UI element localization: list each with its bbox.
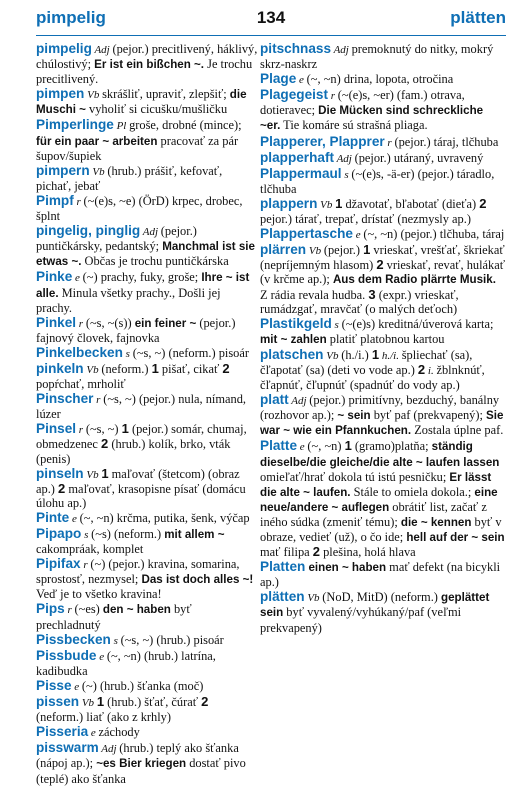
grammar-label: Adj xyxy=(331,44,352,56)
dictionary-entry xyxy=(36,741,258,785)
sense-text: byť vyvalený/vyhúkaný/paf (veľmi prekvapený) xyxy=(260,605,462,635)
example-phrase: die ~ kennen xyxy=(400,515,472,529)
sense-text: cakompráak, komplet xyxy=(36,542,144,557)
headword: Pinke xyxy=(36,269,73,285)
sense-text: (~(e)s, ~er) (fam.) otrava, dotieravec; xyxy=(260,88,465,118)
sense-text: (hrub.) kolík, brko, vták (penis) xyxy=(36,437,231,466)
sense-number: 1 xyxy=(151,360,159,376)
grammar-label: s xyxy=(122,347,133,360)
grammar-label: Vb xyxy=(83,363,102,376)
sense-text: Tie komáre sú strašná pliaga. xyxy=(280,118,428,133)
sense-text: vrieskať, vrešťať, škriekať (nepríjemným hlasom) xyxy=(260,243,505,273)
grammar-label: e xyxy=(88,727,99,740)
sense-text: Je trochu precitlivený. xyxy=(36,57,253,87)
headword: pitschnass xyxy=(260,41,332,56)
sense-number: 1 xyxy=(371,346,380,362)
grammar-label: s xyxy=(110,634,121,647)
sense-text: pracovať za pár šupov/šupiek xyxy=(36,133,239,163)
dictionary-entry xyxy=(36,362,258,391)
headword: pingelig, pinglig xyxy=(36,223,141,239)
sense-number: 1 xyxy=(96,694,105,710)
example-phrase: ~ sein xyxy=(337,409,371,423)
sense-text: (~(e)s, -ä-er) (pejor.) táradlo, tlčhuba xyxy=(260,166,495,196)
grammar-label: r xyxy=(328,90,338,103)
dictionary-entry xyxy=(36,467,258,510)
grammar-label: Vb xyxy=(83,468,102,481)
sense-text: (~) prachy, fuky, groše; xyxy=(82,270,202,285)
headword: Plapperer, Plapprer xyxy=(260,133,385,149)
grammar-label: r xyxy=(76,424,86,437)
example-phrase: einen ~ haben xyxy=(308,561,387,575)
headword: Pinkel xyxy=(36,314,77,330)
dictionary-entry xyxy=(36,42,258,86)
sense-text: byť v obraze, vedieť (už), o čo ide; xyxy=(260,514,502,544)
example-phrase: eine neue/andere ~ auflegen xyxy=(260,485,498,514)
grammar-label: r xyxy=(80,559,91,572)
sense-text: maľovať, krasopisne písať (domácu úlohu ap.) xyxy=(36,481,246,510)
dictionary-entry xyxy=(260,348,506,392)
sense-text: byť paf (prekvapený); xyxy=(370,408,487,423)
grammar-label: Adj xyxy=(140,226,161,239)
sense-text: dostať pivo (teplé) ako šťanka xyxy=(36,756,246,786)
grammar-label: Adj xyxy=(288,395,310,408)
dictionary-entry xyxy=(36,224,258,269)
sense-number: 2 xyxy=(312,544,321,560)
dictionary-entry xyxy=(36,633,258,648)
example-phrase: den ~ haben xyxy=(102,603,171,617)
headword: Pissbecken xyxy=(36,631,111,647)
grammar-label: r xyxy=(73,195,84,208)
sense-text: (~s, ~) (hrub.) pisoár xyxy=(120,632,224,647)
headword: Pinte xyxy=(36,509,70,525)
dictionary-entry xyxy=(36,392,258,421)
example-phrase: Er ist ein bißchen ~. xyxy=(94,58,205,72)
sense-text: (pejor.) utáraný, uvravený xyxy=(354,150,484,165)
example-phrase: Manchmal ist sie etwas ~. xyxy=(36,240,255,269)
dictionary-entry xyxy=(260,393,506,438)
grammar-label: e xyxy=(352,229,364,242)
sense-text: (~, ~n) xyxy=(307,439,345,454)
sense-text: Z rádia revala hudba. xyxy=(260,287,369,302)
headword: pinseln xyxy=(36,465,84,481)
sense-text: (neform.) xyxy=(101,361,152,376)
sense-text: byť prechladnutý xyxy=(36,602,192,632)
dictionary-entry xyxy=(260,439,506,559)
sense-text: Stále to omiela dokola.; xyxy=(350,484,475,499)
dictionary-entry xyxy=(36,316,258,345)
dictionary-entry xyxy=(36,649,258,678)
sense-text: (~s, ~) (neform.) pisoár xyxy=(132,345,249,360)
sense-text: (neform.) liať (ako z krhly) xyxy=(36,710,171,725)
sense-text: špliechať (sa), čľapotať (sa) (deti vo vode ap.) xyxy=(260,347,473,377)
sense-text: (~, ~n) (pejor.) tlčhuba, táraj xyxy=(363,227,505,242)
headword: Platte xyxy=(260,438,298,454)
dictionary-entry xyxy=(36,695,258,724)
headword: Pinkelbecken xyxy=(36,344,123,360)
dictionary-entry xyxy=(260,590,506,634)
dictionary-entry xyxy=(36,557,258,601)
sense-number: 1 xyxy=(344,438,352,454)
example-phrase: Sie war ~ wie ein Pfannkuchen. xyxy=(260,409,504,438)
dictionary-entry xyxy=(36,511,258,526)
sense-text: (~, ~n) drina, lopota, otročina xyxy=(306,72,454,87)
example-phrase: mit ~ zahlen xyxy=(260,332,327,346)
headword: Plappermaul xyxy=(260,165,342,181)
example-phrase: Die Mücken sind schreckliche ~er. xyxy=(260,104,484,133)
headword: Pips xyxy=(36,601,65,617)
grammar-label: s xyxy=(81,529,92,541)
grammar-label: Vb xyxy=(317,198,336,211)
sense-text: mať filipa xyxy=(260,545,313,560)
sense-text: (pejor.) precitlivený, háklivý, chúlostivý; xyxy=(36,42,258,72)
sense-text: (~) (pejor.) kravina, somarina, sprostosť, nezmysel; xyxy=(36,557,240,587)
headword: Plagegeist xyxy=(260,87,328,103)
grammar-label: Vb xyxy=(79,697,97,710)
dictionary-entry xyxy=(36,118,258,162)
sense-text: Zostala úplne paf. xyxy=(411,423,504,438)
sense-text: (~, ~n) (hrub.) latrína, kadibudka xyxy=(36,648,216,678)
headword: pisswarm xyxy=(36,740,99,756)
headword: plappern xyxy=(260,195,318,211)
headword: pissen xyxy=(36,694,80,710)
dictionary-entry xyxy=(36,270,258,314)
sense-text: (NoD, MitD) (neform.) xyxy=(322,590,442,605)
sense-number: 2 xyxy=(101,436,109,452)
headword: pimpelig xyxy=(36,41,92,56)
sense-text: (hrub.) prášiť, kefovať, pichať, jebať xyxy=(36,163,223,193)
guide-word-right: plätten xyxy=(450,8,506,27)
sense-number: 2 xyxy=(479,195,487,211)
grammar-label: e xyxy=(96,650,107,663)
sense-text: džavotať, bľabotať (dieťa) xyxy=(342,196,480,211)
header-rule xyxy=(36,35,506,36)
dictionary-entry xyxy=(36,164,258,193)
page-number: 134 xyxy=(256,8,286,27)
example-phrase: Das ist doch alles ~! xyxy=(141,573,254,587)
sense-text: Občas je trochu puntičkárska xyxy=(81,254,229,269)
headword: platschen xyxy=(260,346,324,362)
sense-text: plešina, holá hlava xyxy=(320,545,416,560)
grammar-label: Adj xyxy=(98,743,120,756)
sense-number: 1 xyxy=(363,242,371,258)
sense-text: maľovať (štetcom) (obraz ap.) xyxy=(36,466,240,496)
sense-text: popŕchať, mrholiť xyxy=(36,377,126,392)
headword: plapperhaft xyxy=(260,149,335,165)
sense-text: platiť platobnou kartou xyxy=(326,331,445,346)
sense-text: skrášliť, upraviť, zlepšiť; xyxy=(102,87,230,102)
dictionary-entry xyxy=(260,135,506,150)
dictionary-entry xyxy=(260,151,506,166)
grammar-label: Vb xyxy=(306,245,324,258)
grammar-label: i. xyxy=(425,364,437,377)
grammar-label: e xyxy=(72,272,83,285)
right-column xyxy=(260,42,506,636)
sense-text: omieľať/hrať dokola tú istú pesničku; xyxy=(260,469,450,484)
sense-text: (pejor.) táraj, tlčhuba xyxy=(394,134,499,149)
headword: Pisseria xyxy=(36,724,89,740)
sense-text: (~s, ~) xyxy=(85,422,122,437)
headword: plätten xyxy=(260,589,305,605)
sense-number: 2 xyxy=(417,361,426,377)
example-phrase: geplättet sein xyxy=(260,591,490,620)
headword: Pissbude xyxy=(36,647,97,663)
headword: Platten xyxy=(260,559,306,575)
sense-text: žblnknúť, čľapnúť, čľupnúť (spadnúť do vody ap.) xyxy=(260,362,485,393)
sense-text: (~es) xyxy=(74,602,103,617)
grammar-label: Vb xyxy=(89,165,108,178)
sense-text: (expr.) vrieskať, rumádzgať, mravčať (o malých deťoch) xyxy=(260,287,459,316)
sense-text: (pejor.) somár, chumaj, obmedzenec xyxy=(36,422,247,452)
dictionary-entry xyxy=(260,227,506,242)
sense-text: (hrub.) šťať, čúrať xyxy=(104,695,202,710)
headword: Pinscher xyxy=(36,391,94,407)
dictionary-entry xyxy=(36,679,258,694)
page-header xyxy=(36,8,506,32)
sense-text: pišať, cikať xyxy=(158,361,223,376)
headword: Pimperlinge xyxy=(36,117,114,133)
grammar-label: r xyxy=(93,394,104,407)
sense-text: Minula všetky prachy., Došli jej prachy. xyxy=(36,285,221,315)
sense-text: obrátiť list, začať z iného súdka (zmeniť tému); xyxy=(260,499,487,529)
sense-text: záchody xyxy=(98,725,140,740)
dictionary-entry xyxy=(260,42,506,71)
grammar-label: r xyxy=(384,136,395,149)
sense-text: Veď je to všetko kravina! xyxy=(36,587,162,602)
sense-number: 2 xyxy=(222,360,230,376)
headword: Pipapo xyxy=(36,526,82,541)
dictionary-entry xyxy=(260,317,506,347)
sense-text: premoknutý do nitky, mokrý skrz-naskrz xyxy=(260,42,494,72)
headword: platt xyxy=(260,392,289,408)
sense-number: 1 xyxy=(335,195,343,211)
dictionary-entry xyxy=(260,167,506,196)
grammar-label: e xyxy=(71,680,82,693)
dictionary-entry xyxy=(260,560,506,589)
example-phrase: Ihre ~ ist alle. xyxy=(36,271,250,300)
headword: Plage xyxy=(260,71,297,87)
example-phrase: ~es Bier kriegen xyxy=(96,757,187,771)
grammar-label: Adj xyxy=(334,152,355,165)
sense-text: (~(e)s, ~e) (ÖrD) krpec, drobec, šplnt xyxy=(36,193,243,224)
dictionary-entry xyxy=(36,725,258,740)
sense-text: pejor.) tárať, trepať, drístať (nezmysly ap.) xyxy=(260,212,471,227)
sense-text: (hrub.) teplý ako šťanka (nápoj ap.); xyxy=(36,741,239,771)
headword: Pinsel xyxy=(36,421,77,437)
left-column xyxy=(36,42,258,787)
sense-text: (pejor.) fajnový človek, fajnovka xyxy=(36,315,236,345)
sense-text: (pejor.) puntičkársky, pedantský; xyxy=(36,224,197,254)
grammar-label: e xyxy=(69,512,80,525)
headword: Pipifax xyxy=(36,556,81,572)
grammar-label: r xyxy=(64,604,75,617)
dictionary-entry xyxy=(36,346,258,361)
headword: Plastikgeld xyxy=(260,315,332,331)
dictionary-entry xyxy=(36,194,258,223)
dictionary-entry xyxy=(260,197,506,226)
sense-number: 2 xyxy=(376,257,384,273)
sense-text: (h./i.) xyxy=(341,347,372,362)
example-phrase: Aus dem Radio plärrte Musik. xyxy=(332,273,496,287)
sense-text: (~(e)s) kreditná/úverová karta; xyxy=(341,316,494,331)
sense-text: vrieskať, revať, hulákať (v krčme ap.); xyxy=(260,258,506,287)
grammar-label: s xyxy=(331,318,342,331)
sense-text: (gramo)platňa; xyxy=(351,439,432,454)
example-phrase: für ein paar ~ arbeiten xyxy=(36,134,158,148)
dictionary-entry xyxy=(36,87,258,117)
sense-text: vyholiť si cicušku/mušličku xyxy=(85,102,228,117)
grammar-label: Adj xyxy=(91,44,113,56)
sense-text: (~, ~n) krčma, putika, šenk, výčap xyxy=(79,510,250,525)
headword: Pimpf xyxy=(36,192,74,208)
example-phrase: Er lässt die alte ~ laufen. xyxy=(260,470,492,499)
headword: Pisse xyxy=(36,677,72,693)
headword: pimpern xyxy=(36,162,90,178)
grammar-label: Vb xyxy=(84,89,103,102)
grammar-label: s xyxy=(341,168,352,181)
example-phrase: die Muschi ~ xyxy=(36,88,247,117)
headword: Plappertasche xyxy=(260,226,353,242)
example-phrase: hell auf der ~ sein xyxy=(406,531,505,544)
sense-text: (pejor.) xyxy=(323,243,364,258)
sense-text: (~s, ~) (pejor.) nula, nímand, lúzer xyxy=(36,392,246,422)
guide-word-left: pimpelig xyxy=(36,8,106,27)
dictionary-entry xyxy=(36,602,258,631)
grammar-label: e xyxy=(296,74,307,87)
sense-text: (pejor.) primitívny, bezduchý, banálny (rozhovor ap.); xyxy=(260,393,500,423)
sense-text: groše, drobné (mince); xyxy=(129,118,242,133)
dictionary-entry xyxy=(36,527,258,556)
dictionary-entry xyxy=(260,88,506,133)
grammar-label: Vb xyxy=(304,592,323,605)
sense-number: 1 xyxy=(121,421,129,437)
grammar-label: Vb xyxy=(323,349,342,362)
example-phrase: mit allem ~ xyxy=(164,528,225,541)
sense-number: 3 xyxy=(368,286,376,302)
sense-text: (~) (hrub.) šťanka (moč) xyxy=(81,678,204,693)
sense-text: mať defekt (na bicykli ap.) xyxy=(260,560,501,590)
grammar-label: Pl xyxy=(113,120,130,133)
sense-text: (~s) (neform.) xyxy=(91,527,165,541)
grammar-label: e xyxy=(297,441,308,454)
sense-number: 1 xyxy=(101,465,109,481)
example-phrase: ein feiner ~ xyxy=(134,316,197,330)
headword: plärren xyxy=(260,242,307,258)
dictionary-entry xyxy=(260,72,506,87)
sense-text: (~s, ~(s)) xyxy=(85,315,135,330)
headword: pinkeln xyxy=(36,360,84,376)
headword: pimpen xyxy=(36,86,85,102)
grammar-label: r xyxy=(76,317,86,330)
dictionary-entry xyxy=(36,422,258,465)
dictionary-entry xyxy=(260,243,506,315)
grammar-label: h./i. xyxy=(379,349,402,362)
sense-number: 2 xyxy=(201,694,209,710)
example-phrase: ständig dieselbe/die gleiche/die alte ~ laufen lassen xyxy=(260,440,500,469)
sense-number: 2 xyxy=(58,480,66,496)
